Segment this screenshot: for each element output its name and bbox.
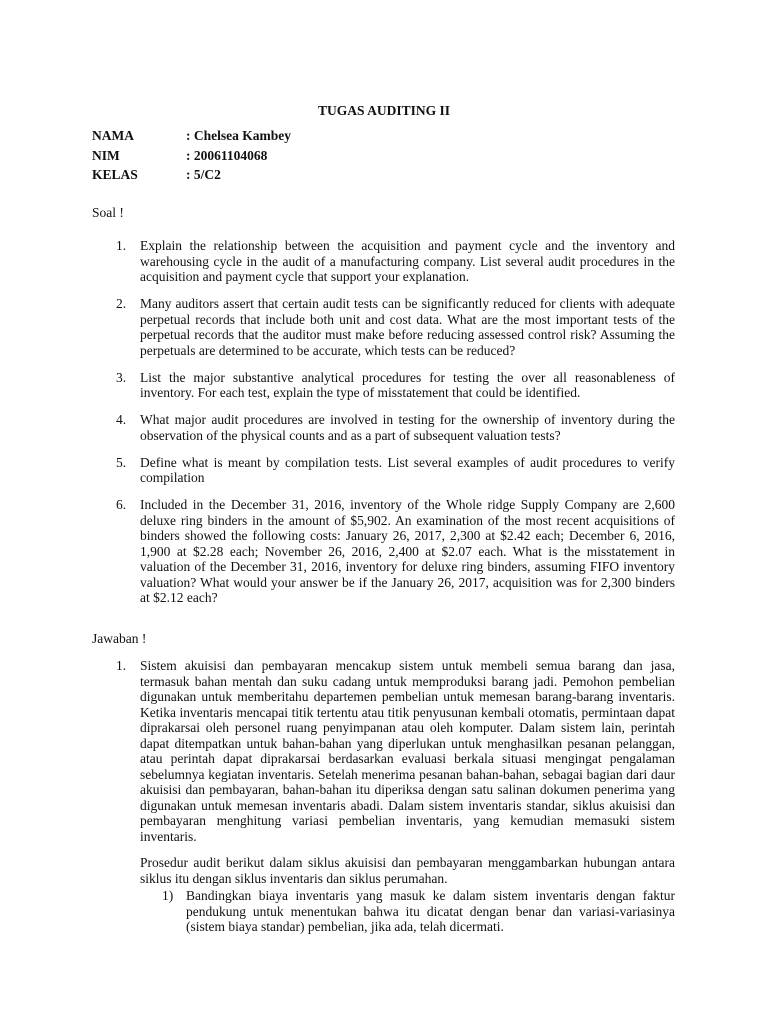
question-text: Define what is meant by compilation tests. List several examples of audit procedures to verify compilation: [140, 454, 675, 485]
identity-value: : Chelsea Kambey: [186, 128, 291, 143]
question-list: [0, 238, 768, 617]
jawaban-heading: Jawaban !: [92, 631, 147, 646]
answer-text: Sistem akuisisi dan pembayaran mencakup sistem untuk membeli semua barang dan jasa, termasuk bahan mentah dan suku cadang untuk memproduksi barang jadi. Pemohon pembelian digunakan untuk memberitahu departemen pembelian untuk memesan barang-barang inventaris. Ketika inventaris mencapai titik tertentu atau titik penyusunan kembali otomatis, permintaan dapat diprakarsai oleh personel ruang penyimpanan atau oleh komputer. Dalam sistem lain, perintah dapat ditempatkan untuk bahan-bahan yang diperlukan untuk menghasilkan pesanan pelanggan, atau perintah dapat diprakarsai berdasarkan evaluasi berkala situasi mengingat pengalaman sebelumnya kegiatan inventaris. Setelah menerima pesanan bahan-bahan, sebagai bagian dari daur akuisisi dan pembayaran, bahan-bahan itu diperiksa dengan satu salinan dokumen penerima yang digunakan untuk memesan inventaris abadi. Dalam sistem inventaris standar, siklus akuisisi dan pembayaran menghitung variasi pembelian inventaris, yang kemudian memasuki sistem inventaris.: [140, 658, 675, 844]
question-text: Many auditors assert that certain audit tests can be significantly reduced for clients with adequate perpetual records that include both unit and cost data. What are the most important tests of the perpetual records that the auditor must make before reducing assessed control risk? Assuming the perpetuals are determined to be accurate, which tests can be reduced?: [140, 296, 675, 358]
identity-value: : 20061104068: [186, 147, 268, 163]
question-number: 4.: [116, 412, 127, 427]
question-number: 6.: [116, 497, 127, 512]
student-identity: [92, 128, 291, 187]
question-text: What major audit procedures are involved in testing for the ownership of inventory during the observation of the physical counts and as a part of subsequent valuation tests?: [140, 412, 675, 443]
question-number: 1.: [116, 238, 127, 253]
identity-row-nim: [92, 148, 291, 168]
identity-label: NAMA: [92, 128, 134, 143]
question-number: 3.: [116, 369, 127, 385]
answer-number: 1.: [116, 658, 127, 673]
question-item: [0, 412, 675, 443]
question-number: 5.: [116, 454, 127, 470]
procedure-text: Bandingkan biaya inventaris yang masuk ke dalam sistem inventaris dengan faktur pendukung untuk menentukan bahwa itu dicatat dengan benar dan variasi-variasinya (sistem biaya standar) pembelian, jika ada, telah dicermati.: [186, 888, 675, 934]
procedure-list: [0, 888, 768, 935]
document-title: TUGAS AUDITING II: [317, 103, 451, 118]
question-text: List the major substantive analytical procedures for testing the over all reasonableness of inventory. For each test, explain the type of misstatement that could be identified.: [140, 369, 675, 400]
answer-paragraph: Prosedur audit berikut dalam siklus akuisisi dan pembayaran menggambarkan hubungan antara siklus itu dengan siklus inventaris dan siklus perumahan.: [140, 855, 675, 886]
question-item: [0, 238, 675, 285]
soal-heading: Soal !: [92, 205, 124, 220]
question-item: [0, 370, 675, 401]
procedure-item: [0, 888, 675, 935]
identity-row-kelas: [92, 167, 291, 187]
identity-value: : 5/C2: [186, 167, 221, 182]
answer-item: [0, 658, 675, 844]
question-item: [0, 455, 675, 486]
answer-list: [0, 658, 768, 844]
question-text: Included in the December 31, 2016, inventory of the Whole ridge Supply Company are 2,600 deluxe ring binders in the amount of $5,902. An examination of the most recent acquisitions of binders showed the following costs: January 26, 2017, 2,300 at $2.42 each; December 6, 2016, 1,900 at $2.28 each; November 26, 2016, 2,400 at $2.07 each. What is the misstatement in valuation of the December 31, 2016, inventory for deluxe ring binders, assuming FIFO inventory valuation? What would your answer be if the January 26, 2017, acquisition was for 2,300 binders at $2.12 each?: [140, 497, 675, 605]
identity-label: KELAS: [92, 167, 138, 182]
question-number: 2.: [116, 296, 127, 311]
identity-row-name: [92, 128, 291, 148]
question-item: [0, 497, 675, 606]
question-item: [0, 296, 675, 358]
identity-label: NIM: [92, 147, 120, 163]
procedure-number: 1): [162, 888, 174, 903]
question-text: Explain the relationship between the acquisition and payment cycle and the inventory and warehousing cycle in the audit of a manufacturing company. List several audit procedures in the acquisition and payment cycle that support your explanation.: [140, 238, 675, 284]
